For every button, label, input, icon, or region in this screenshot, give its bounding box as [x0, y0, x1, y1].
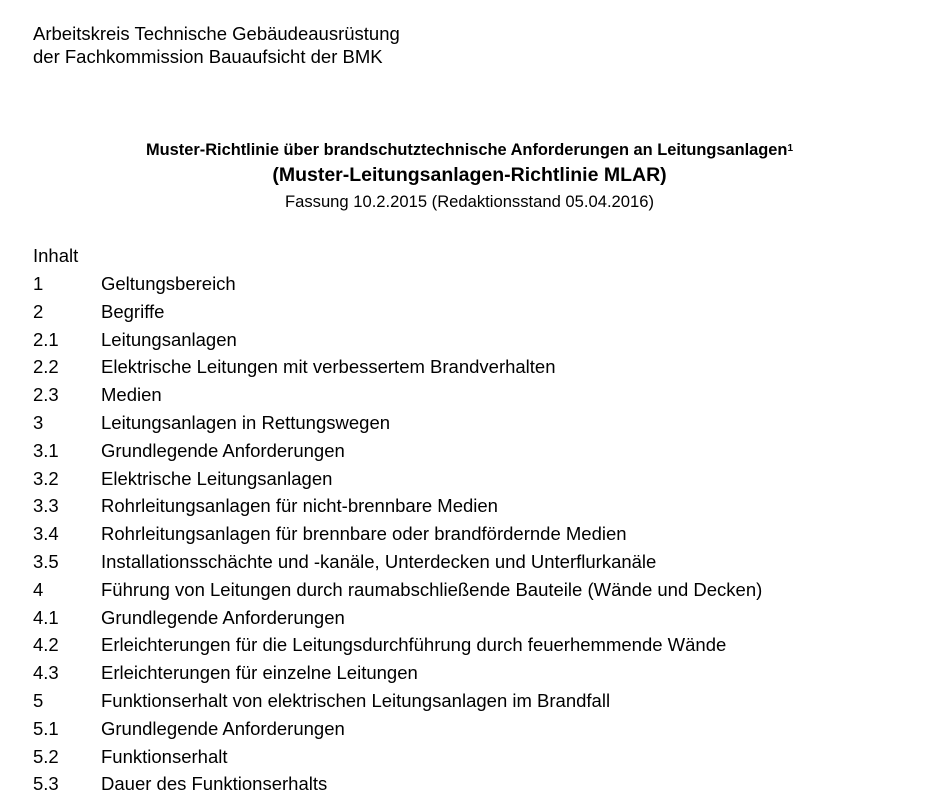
toc-item-label: Funktionserhalt von elektrischen Leitungsanlagen im Brandfall [101, 689, 611, 711]
toc-item-label: Dauer des Funktionserhalts [101, 773, 328, 795]
toc-item-number: 2.2 [33, 356, 59, 378]
document-title [0, 140, 939, 160]
toc-item-number: 3.2 [33, 467, 59, 489]
toc-item [33, 745, 762, 773]
document-version: Fassung 10.2.2015 (Redaktionsstand 05.04.2016) [284, 192, 654, 211]
table-of-contents [33, 272, 762, 800]
toc-item-label: Erleichterungen für einzelne Leitungen [101, 662, 418, 684]
toc-item-number: 4.3 [33, 662, 59, 684]
toc-item-number: 3.4 [33, 523, 59, 545]
toc-item-label: Begriffe [101, 300, 165, 322]
toc-item-label: Führung von Leitungen durch raumabschließende Bauteile (Wände und Decken) [101, 578, 763, 600]
toc-item-label: Rohrleitungsanlagen für brennbare oder brandfördernde Medien [101, 523, 627, 545]
toc-item [33, 494, 762, 522]
toc-item-number: 3.1 [33, 439, 59, 461]
toc-item-number: 5.3 [33, 773, 59, 795]
toc-item-label: Elektrische Leitungen mit verbessertem Brandverhalten [101, 356, 556, 378]
toc-item [33, 606, 762, 634]
toc-item-label: Geltungsbereich [101, 273, 236, 294]
toc-item-number: 3 [33, 411, 44, 433]
header-line-2: der Fachkommission Bauaufsicht der BMK [33, 46, 383, 67]
footnote-mark: 1 [787, 143, 793, 154]
toc-item-number: 2 [33, 300, 44, 322]
toc-item-number: 4.2 [33, 634, 59, 656]
toc-item [33, 772, 762, 800]
toc-item-number: 5.1 [33, 717, 59, 739]
toc-item-number: 4 [33, 578, 44, 600]
toc-item-number: 5 [33, 689, 44, 711]
toc-item-label: Grundlegende Anforderungen [101, 606, 345, 628]
toc-item [33, 578, 762, 606]
toc-item-label: Grundlegende Anforderungen [101, 439, 345, 461]
document-short-title: (Muster-Leitungsanlagen-Richtlinie MLAR) [272, 164, 667, 186]
toc-item-number: 4.1 [33, 606, 59, 628]
toc-item [33, 272, 762, 300]
toc-item-number: 5.2 [33, 745, 59, 767]
toc-item [33, 689, 762, 717]
toc-item [33, 633, 762, 661]
toc-item [33, 383, 762, 411]
toc-item [33, 439, 762, 467]
toc-heading: Inhalt [33, 245, 79, 266]
toc-item-number: 3.5 [33, 550, 59, 572]
toc-item-label: Medien [101, 384, 162, 406]
toc-item-number: 3.3 [33, 495, 59, 517]
toc-item-label: Leitungsanlagen [101, 328, 237, 350]
toc-item [33, 522, 762, 550]
document-header [33, 22, 400, 68]
toc-item [33, 467, 762, 495]
toc-item [33, 300, 762, 328]
header-line-1: Arbeitskreis Technische Gebäudeausrüstung [33, 23, 400, 44]
toc-item-label: Grundlegende Anforderungen [101, 717, 345, 739]
toc-item-number: 2.3 [33, 384, 59, 406]
document-title-text: Muster-Richtlinie über brandschutztechnische Anforderungen an Leitungsanlagen [146, 141, 788, 159]
toc-item-number: 1 [33, 273, 44, 294]
toc-item [33, 550, 762, 578]
toc-item-label: Leitungsanlagen in Rettungswegen [101, 411, 391, 433]
toc-item [33, 328, 762, 356]
toc-item [33, 411, 762, 439]
toc-item [33, 355, 762, 383]
toc-item-label: Erleichterungen für die Leitungsdurchführung durch feuerhemmende Wände [101, 634, 727, 656]
toc-item-number: 2.1 [33, 328, 59, 350]
toc-item-label: Installationsschächte und -kanäle, Unterdecken und Unterflurkanäle [101, 550, 657, 572]
toc-item-label: Elektrische Leitungsanlagen [101, 467, 333, 489]
toc-item-label: Rohrleitungsanlagen für nicht-brennbare Medien [101, 495, 498, 517]
toc-item [33, 661, 762, 689]
toc-item-label: Funktionserhalt [101, 745, 228, 767]
toc-item [33, 717, 762, 745]
